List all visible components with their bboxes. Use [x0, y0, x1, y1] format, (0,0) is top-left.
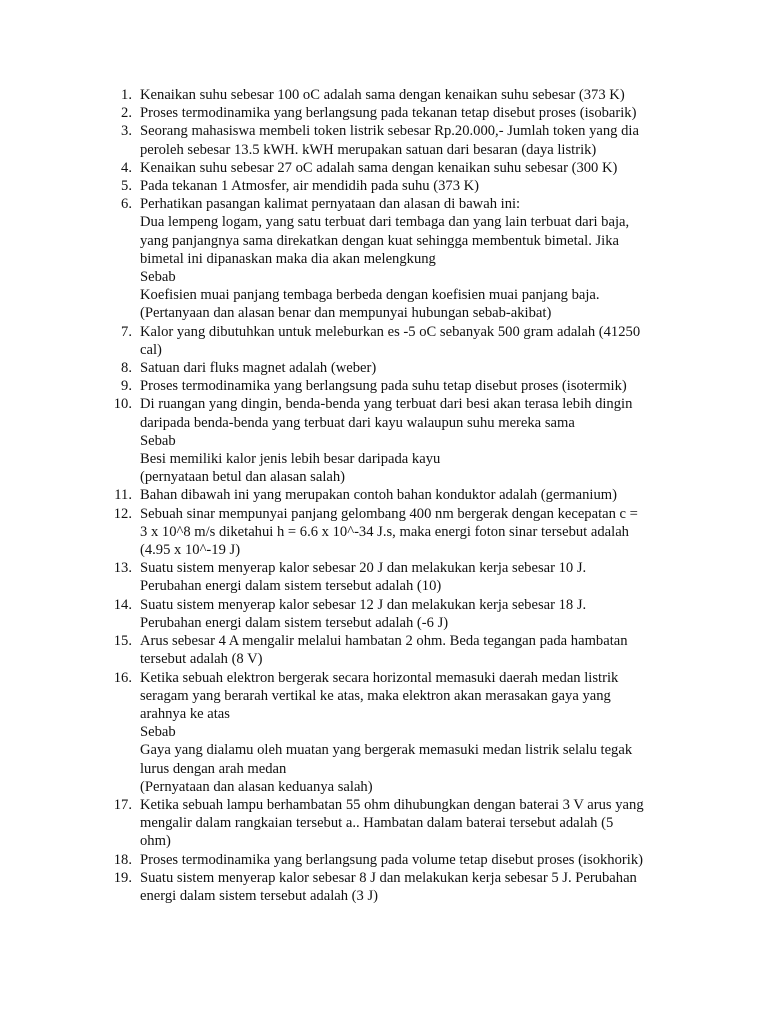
question-text-line: Perhatikan pasangan kalimat pernyataan dan alasan di bawah ini:	[140, 196, 521, 213]
question-text-line: Koefisien muai panjang tembaga berbeda dengan koefisien muai panjang baja.	[140, 287, 600, 304]
question-number: 8.	[121, 360, 132, 377]
question-text-line: Perubahan energi dalam sistem tersebut adalah (-6 J)	[140, 614, 449, 631]
question-number: 14.	[113, 596, 132, 613]
question-item-16	[104, 669, 684, 796]
question-text-line: Sebab	[140, 432, 176, 449]
question-number: 3.	[121, 123, 132, 140]
question-text-line: Suatu sistem menyerap kalor sebesar 20 J dan melakukan kerja sebesar 10 J.	[140, 560, 587, 577]
question-text-line: Sebab	[140, 724, 176, 741]
question-number: 17.	[113, 796, 132, 813]
question-text-line: Suatu sistem menyerap kalor sebesar 12 J dan melakukan kerja sebesar 18 J.	[140, 596, 587, 613]
question-text-line: (Pertanyaan dan alasan benar dan mempunyai hubungan sebab-akibat)	[140, 305, 552, 322]
question-item-4	[104, 159, 684, 177]
question-item-11	[104, 486, 684, 504]
question-item-8	[104, 359, 684, 377]
question-text-line: Bahan dibawah ini yang merupakan contoh bahan konduktor adalah (germanium)	[140, 487, 617, 504]
question-item-10	[104, 395, 684, 486]
question-item-12	[104, 505, 684, 560]
question-item-17	[104, 796, 684, 851]
question-item-13	[104, 559, 684, 595]
question-number: 13.	[113, 560, 132, 577]
question-text-line: Di ruangan yang dingin, benda-benda yang terbuat dari besi akan terasa lebih dingin	[140, 396, 633, 413]
question-number: 11.	[114, 487, 132, 504]
question-number: 15.	[113, 633, 132, 650]
question-number: 5.	[121, 178, 132, 195]
question-item-15	[104, 632, 684, 668]
question-item-2	[104, 104, 684, 122]
question-text-line: arahnya ke atas	[140, 705, 230, 722]
question-text-line: peroleh sebesar 13.5 kWH. kWH merupakan satuan dari besaran (daya listrik)	[140, 141, 597, 158]
question-text-line: Perubahan energi dalam sistem tersebut adalah (10)	[140, 578, 442, 595]
question-item-5	[104, 177, 684, 195]
question-text-line: Proses termodinamika yang berlangsung pada volume tetap disebut proses (isokhorik)	[140, 851, 643, 868]
question-text-line: lurus dengan arah medan	[140, 760, 287, 777]
question-list	[104, 86, 684, 905]
question-text-line: Ketika sebuah elektron bergerak secara horizontal memasuki daerah medan listrik	[140, 669, 619, 686]
question-text-line: 3 x 10^8 m/s diketahui h = 6.6 x 10^-34 J.s, maka energi foton sinar tersebut adalah	[140, 523, 629, 540]
question-text-line: Kenaikan suhu sebesar 27 oC adalah sama dengan kenaikan suhu sebesar (300 K)	[140, 159, 618, 176]
question-item-19	[104, 869, 684, 905]
question-text-line: Ketika sebuah lampu berhambatan 55 ohm dihubungkan dengan baterai 3 V arus yang	[140, 796, 644, 813]
question-text-line: yang panjangnya sama direkatkan dengan kuat sehingga membentuk bimetal. Jika	[140, 232, 620, 249]
question-text-line: Dua lempeng logam, yang satu terbuat dari tembaga dan yang lain terbuat dari baja,	[140, 214, 630, 231]
question-text-line: Proses termodinamika yang berlangsung pada tekanan tetap disebut proses (isobarik)	[140, 105, 637, 122]
question-text-line: Suatu sistem menyerap kalor sebesar 8 J dan melakukan kerja sebesar 5 J. Perubahan	[140, 869, 637, 886]
question-number: 2.	[121, 105, 132, 122]
question-text-line: Satuan dari fluks magnet adalah (weber)	[140, 360, 377, 377]
question-number: 4.	[121, 159, 132, 176]
question-text-line: (Pernyataan dan alasan keduanya salah)	[140, 778, 373, 795]
question-text-line: Kenaikan suhu sebesar 100 oC adalah sama dengan kenaikan suhu sebesar (373 K)	[140, 87, 625, 103]
question-text-line: (4.95 x 10^-19 J)	[140, 542, 241, 559]
question-text-line: cal)	[140, 341, 162, 358]
question-text-line: Sebab	[140, 269, 176, 286]
question-number: 6.	[121, 196, 132, 213]
question-item-7	[104, 323, 684, 359]
question-text-line: Kalor yang dibutuhkan untuk meleburkan es -5 oC sebanyak 500 gram adalah (41250	[140, 323, 641, 340]
question-number: 7.	[121, 323, 132, 340]
question-item-3	[104, 122, 684, 158]
question-item-6	[104, 195, 684, 322]
question-text-line: daripada benda-benda yang terbuat dari kayu walaupun suhu mereka sama	[140, 414, 575, 431]
question-item-18	[104, 851, 684, 869]
question-text-line: mengalir dalam rangkaian tersebut a.. Hambatan dalam baterai tersebut adalah (5	[140, 815, 614, 832]
question-number: 1.	[121, 87, 132, 103]
question-text-line: Besi memiliki kalor jenis lebih besar daripada kayu	[140, 451, 441, 468]
question-item-9	[104, 377, 684, 395]
question-number: 9.	[121, 378, 132, 395]
question-number: 19.	[113, 869, 132, 886]
question-text-line: Gaya yang dialamu oleh muatan yang bergerak memasuki medan listrik selalu tegak	[140, 742, 633, 759]
question-text-line: Sebuah sinar mempunyai panjang gelombang 400 nm bergerak dengan kecepatan c =	[140, 505, 638, 522]
question-item-1	[104, 86, 684, 104]
question-text-line: seragam yang berarah vertikal ke atas, maka elektron akan merasakan gaya yang	[140, 687, 611, 704]
question-text-line: Arus sebesar 4 A mengalir melalui hambatan 2 ohm. Beda tegangan pada hambatan	[140, 633, 628, 650]
question-text-line: energi dalam sistem tersebut adalah (3 J)	[140, 887, 379, 904]
question-text-line: tersebut adalah (8 V)	[140, 651, 263, 668]
question-text-line: Proses termodinamika yang berlangsung pada suhu tetap disebut proses (isotermik)	[140, 378, 627, 395]
question-text-line: (pernyataan betul dan alasan salah)	[140, 469, 346, 486]
question-number: 10.	[113, 396, 132, 413]
question-text-line: Seorang mahasiswa membeli token listrik sebesar Rp.20.000,- Jumlah token yang dia	[140, 123, 639, 140]
question-number: 12.	[113, 505, 132, 522]
question-number: 16.	[113, 669, 132, 686]
question-number: 18.	[113, 851, 132, 868]
question-item-14	[104, 596, 684, 632]
question-text-line: ohm)	[140, 833, 171, 850]
question-text-line: Pada tekanan 1 Atmosfer, air mendidih pada suhu (373 K)	[140, 178, 480, 195]
question-text-line: bimetal ini dipanaskan maka dia akan melengkung	[140, 250, 436, 267]
